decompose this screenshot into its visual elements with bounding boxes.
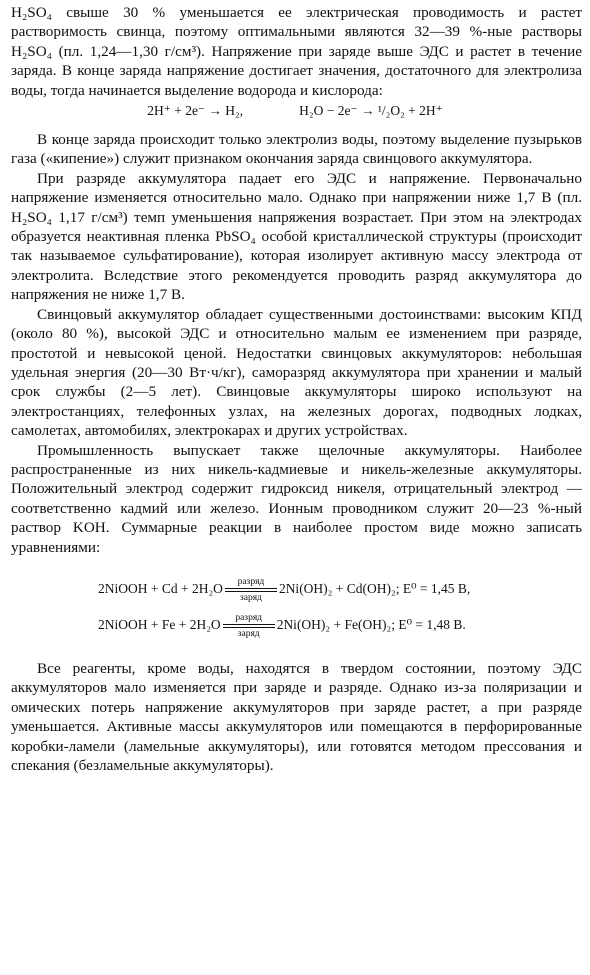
equation-oxygen: H₂O − 2e⁻ → ¹/₂O₂ + 2H⁺	[299, 103, 443, 119]
equation-water-electrolysis	[0, 100, 590, 122]
paragraph-reagents-state: Все реагенты, кроме воды, находятся в твердом состоянии, поэтому ЭДС аккумуляторов мало изменяется при заряде и разряде. Однако из-за поляризации и омических потерь напряжение аккумуляторов при заряде растет, а при разряде уменьшается. Активные массы аккумуляторов или помещаются в перфорированные коробки-ламели (ламельные аккумуляторы), или готовятся методом прессования и спекания (безламельные аккумуляторы).	[11, 659, 582, 774]
equation-nickel-iron: 2NiOOH + Fe + 2H₂O разряд заряд 2Ni(OH)₂ + Fe(OH)₂; E⁰ = 1,48 В.	[98, 612, 466, 639]
equation-hydrogen: 2H⁺ + 2e⁻ → H₂,	[147, 103, 244, 119]
reversible-arrow-icon: разряд заряд	[225, 577, 277, 603]
paragraph-electrolyte-concentration: H₂SO₄ свыше 30 % уменьшается ее электрическая проводимость и растет растворимость свинца, поэтому оптимальными являются 32—39 %-ные растворы H₂SO₄ (пл. 1,24—1,30 г/см³). Напряжение при заряде выше ЭДС и растет в течение заряда. В конце заряда напряжение достигает значения, достаточного для электролиза воды, тогда начинается выделение водорода и кислорода:	[11, 4, 582, 99]
reversible-arrow-icon: разряд заряд	[223, 613, 275, 639]
paragraph-charge-end: В конце заряда происходит только электролиз воды, поэтому выделение пузырьков газа («кипение») служит признаком окончания заряда свинцового аккумулятора.	[11, 131, 582, 168]
equation-nickel-cadmium: 2NiOOH + Cd + 2H₂O разряд заряд 2Ni(OH)₂ + Cd(OH)₂; E⁰ = 1,45 В,	[98, 576, 471, 603]
paragraph-discharge: При разряде аккумулятора падает его ЭДС и напряжение. Первоначально напряжение изменяется относительно мало. Однако при напряжении ниже 1,7 В (пл. H₂SO₄ 1,17 г/см³) темп уменьшения напряжения возрастает. При этом на электродах образуется неактивная пленка PbSO₄ особой кристаллической структуры (происходит так называемое сульфатирование), которая изолирует активную массу электрода от электролита. Вследствие этого рекомендуется проводить разряд аккумулятора до напряжения не ниже 1,7 В.	[11, 169, 582, 304]
paragraph-alkaline-batteries: Промышленность выпускает также щелочные аккумуляторы. Наиболее распространенные из них никель-кадмиевые и никель-железные аккумуляторы. Положительный электрод содержит гидроксид никеля, отрицательный электрод — соответственно кадмий или железо. Ионным проводником служит 20—23 %-ный раствор KOH. Суммарные реакции в наиболее простом виде можно записать уравнениями:	[11, 441, 582, 556]
paragraph-lead-advantages: Свинцовый аккумулятор обладает существенными достоинствами: высоким КПД (около 80 %), высокой ЭДС и относительно малым ее изменением при разряде, простотой и невысокой ценой. Недостатки свинцовых аккумуляторов: небольшая удельная энергия (20—30 Вт·ч/кг), саморазряд аккумулятора при хранении и малый срок службы (2—5 лет). Свинцовые аккумуляторы широко используют на электростанциях, телефонных узлах, на железных дорогах, подводных лодках, самолетах, автомобилях, электрокарах и других устройствах.	[11, 305, 582, 440]
